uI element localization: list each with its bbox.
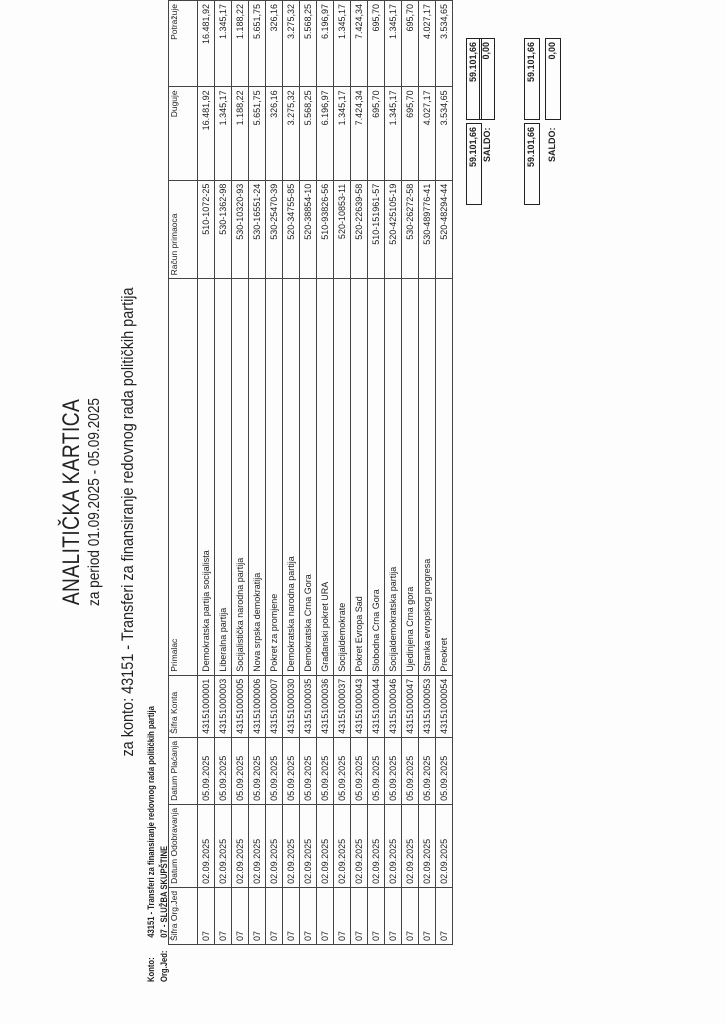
cell-potrazuje: 3.534,65	[436, 1, 453, 87]
cell-duguje: 695,70	[368, 87, 385, 180]
cell-sifra-konta: 43151000030	[283, 675, 300, 737]
cell-duguje: 3.275,32	[283, 87, 300, 180]
cell-datum-placanja: 05.09.2025	[215, 737, 232, 804]
cell-org-jed: 07	[198, 887, 215, 944]
table-row	[215, 1, 232, 945]
konto-title: za konto: 43151 - Transferi za finansiranje redovnog rada političkih partija	[118, 287, 137, 757]
table-row	[198, 1, 215, 945]
table-row	[351, 1, 368, 945]
cell-primalac: Socijalistička narodna partija	[232, 279, 249, 675]
cell-datum-odobravanja: 02.09.2025	[283, 804, 300, 887]
konto-value: 43151 - Transferi za finansiranje redovnog rada političkih partija	[146, 706, 156, 938]
cell-org-jed: 07	[368, 887, 385, 944]
cell-primalac: Građanski pokret URA	[317, 279, 334, 675]
cell-datum-odobravanja: 02.09.2025	[402, 804, 419, 887]
saldo-label: SALDO:	[482, 127, 492, 162]
cell-primalac: Preokret	[436, 279, 453, 675]
column-header-org-jed: Šifra Org.Jed	[169, 887, 198, 944]
grand-total-duguje: 59.101,66	[524, 123, 540, 205]
cell-racun-primaoca: 520-10853-11	[334, 180, 351, 279]
konto-label: Konto:	[146, 957, 156, 982]
cell-potrazuje: 7.424,34	[351, 1, 368, 87]
cell-sifra-konta: 43151000006	[249, 675, 266, 737]
cell-datum-placanja: 05.09.2025	[436, 737, 453, 804]
cell-primalac: Demokratska Crna Gora	[300, 279, 317, 675]
cell-datum-placanja: 05.09.2025	[317, 737, 334, 804]
cell-racun-primaoca: 530-489776-41	[419, 180, 436, 279]
cell-primalac: Demokratska narodna partija	[283, 279, 300, 675]
table-row	[385, 1, 402, 945]
cell-potrazuje: 16.481,92	[198, 1, 215, 87]
document-title: ANALITIČKA KARTICA	[58, 398, 85, 606]
cell-duguje: 1.345,17	[334, 87, 351, 180]
cell-duguje: 7.424,34	[351, 87, 368, 180]
cell-racun-primaoca: 530-26272-58	[402, 180, 419, 279]
cell-org-jed: 07	[385, 887, 402, 944]
table-row	[419, 1, 436, 945]
cell-racun-primaoca: 520-48294-44	[436, 180, 453, 279]
cell-org-jed: 07	[436, 887, 453, 944]
cell-duguje: 16.481,92	[198, 87, 215, 180]
cell-potrazuje: 695,70	[402, 1, 419, 87]
table-header	[169, 1, 198, 945]
cell-org-jed: 07	[317, 887, 334, 944]
cell-duguje: 326,16	[266, 87, 283, 180]
cell-sifra-konta: 43151000053	[419, 675, 436, 737]
cell-potrazuje: 695,70	[368, 1, 385, 87]
cell-sifra-konta: 43151000047	[402, 675, 419, 737]
cell-potrazuje: 326,16	[266, 1, 283, 87]
cell-datum-placanja: 05.09.2025	[300, 737, 317, 804]
cell-sifra-konta: 43151000003	[215, 675, 232, 737]
cell-datum-odobravanja: 02.09.2025	[385, 804, 402, 887]
cell-primalac: Socijaldemokratska partija	[385, 279, 402, 675]
cell-racun-primaoca: 530-25470-39	[266, 180, 283, 279]
cell-datum-placanja: 05.09.2025	[232, 737, 249, 804]
cell-primalac: Stranka evropskog progresa	[419, 279, 436, 675]
grand-total-potrazuje: 59.101,66	[524, 38, 540, 120]
cell-duguje: 1.188,22	[232, 87, 249, 180]
cell-primalac: Liberalna partija	[215, 279, 232, 675]
cell-sifra-konta: 43151000007	[266, 675, 283, 737]
column-header-sifra-konta: Šifra Konta	[169, 675, 198, 737]
cell-datum-placanja: 05.09.2025	[283, 737, 300, 804]
cell-datum-odobravanja: 02.09.2025	[249, 804, 266, 887]
cell-datum-odobravanja: 02.09.2025	[300, 804, 317, 887]
cell-duguje: 1.345,17	[215, 87, 232, 180]
cell-primalac: Ujedinjena Crna gora	[402, 279, 419, 675]
cell-sifra-konta: 43151000001	[198, 675, 215, 737]
cell-datum-placanja: 05.09.2025	[368, 737, 385, 804]
grand-saldo-label: SALDO:	[547, 127, 557, 162]
table-row	[232, 1, 249, 945]
cell-racun-primaoca: 530-10320-93	[232, 180, 249, 279]
cell-datum-placanja: 05.09.2025	[351, 737, 368, 804]
cell-sifra-konta: 43151000054	[436, 675, 453, 737]
cell-datum-odobravanja: 02.09.2025	[215, 804, 232, 887]
cell-datum-odobravanja: 02.09.2025	[419, 804, 436, 887]
cell-org-jed: 07	[419, 887, 436, 944]
cell-datum-odobravanja: 02.09.2025	[334, 804, 351, 887]
cell-datum-placanja: 05.09.2025	[266, 737, 283, 804]
cell-datum-odobravanja: 02.09.2025	[317, 804, 334, 887]
table-row	[317, 1, 334, 945]
cell-primalac: Nova srpska demokratija	[249, 279, 266, 675]
column-header-racun-primaoca: Račun primaoca	[169, 180, 198, 279]
cell-primalac: Pokret Evropa Sad	[351, 279, 368, 675]
cell-racun-primaoca: 520-22639-58	[351, 180, 368, 279]
cell-potrazuje: 1.345,17	[385, 1, 402, 87]
table-row	[283, 1, 300, 945]
cell-datum-placanja: 05.09.2025	[198, 737, 215, 804]
column-header-primalac: Primalac	[169, 279, 198, 675]
cell-potrazuje: 4.027,17	[419, 1, 436, 87]
orgjed-label: Org.Jed:	[159, 950, 169, 982]
cell-potrazuje: 5.568,25	[300, 1, 317, 87]
table-row	[402, 1, 419, 945]
cell-primalac: Demokratska partija socijalista	[198, 279, 215, 675]
table-row	[334, 1, 351, 945]
cell-potrazuje: 1.345,17	[334, 1, 351, 87]
saldo-value: 0,00	[479, 38, 495, 120]
table-row	[368, 1, 385, 945]
cell-potrazuje: 1.188,22	[232, 1, 249, 87]
period: za period 01.09.2025 - 05.09.2025	[86, 398, 103, 606]
cell-potrazuje: 6.196,97	[317, 1, 334, 87]
cell-duguje: 4.027,17	[419, 87, 436, 180]
cell-datum-placanja: 05.09.2025	[419, 737, 436, 804]
cell-racun-primaoca: 510-1072-25	[198, 180, 215, 279]
cell-datum-odobravanja: 02.09.2025	[198, 804, 215, 887]
cell-org-jed: 07	[402, 887, 419, 944]
cell-datum-odobravanja: 02.09.2025	[368, 804, 385, 887]
cell-org-jed: 07	[215, 887, 232, 944]
cell-org-jed: 07	[249, 887, 266, 944]
cell-sifra-konta: 43151000044	[368, 675, 385, 737]
cell-duguje: 5.651,75	[249, 87, 266, 180]
cell-racun-primaoca: 510-151961-57	[368, 180, 385, 279]
cell-org-jed: 07	[283, 887, 300, 944]
cell-org-jed: 07	[232, 887, 249, 944]
cell-datum-placanja: 05.09.2025	[385, 737, 402, 804]
cell-primalac: Slobodna Crna Gora	[368, 279, 385, 675]
column-header-duguje: Duguje	[169, 87, 198, 180]
cell-datum-odobravanja: 02.09.2025	[232, 804, 249, 887]
cell-racun-primaoca: 520-425105-19	[385, 180, 402, 279]
table-row	[300, 1, 317, 945]
column-header-potrazuje: Potražuje	[169, 1, 198, 87]
ledger-table	[168, 0, 453, 945]
cell-datum-odobravanja: 02.09.2025	[266, 804, 283, 887]
table-row	[436, 1, 453, 945]
total-duguje: 59.101,66	[466, 123, 482, 205]
cell-duguje: 1.345,17	[385, 87, 402, 180]
cell-duguje: 695,70	[402, 87, 419, 180]
cell-sifra-konta: 43151000036	[317, 675, 334, 737]
cell-sifra-konta: 43151000005	[232, 675, 249, 737]
cell-potrazuje: 3.275,32	[283, 1, 300, 87]
cell-datum-odobravanja: 02.09.2025	[351, 804, 368, 887]
grand-saldo-value: 0,00	[545, 38, 561, 120]
column-header-datum-placanja: Datum Plaćanja	[169, 737, 198, 804]
column-header-datum-odobravanja: Datum Odobravanja	[169, 804, 198, 887]
cell-duguje: 5.568,25	[300, 87, 317, 180]
cell-datum-odobravanja: 02.09.2025	[436, 804, 453, 887]
cell-racun-primaoca: 520-38854-10	[300, 180, 317, 279]
cell-org-jed: 07	[351, 887, 368, 944]
cell-org-jed: 07	[266, 887, 283, 944]
cell-org-jed: 07	[334, 887, 351, 944]
cell-duguje: 3.534,65	[436, 87, 453, 180]
cell-potrazuje: 1.345,17	[215, 1, 232, 87]
cell-org-jed: 07	[300, 887, 317, 944]
cell-primalac: Socijaldemokrate	[334, 279, 351, 675]
cell-datum-placanja: 05.09.2025	[334, 737, 351, 804]
cell-sifra-konta: 43151000046	[385, 675, 402, 737]
cell-datum-placanja: 05.09.2025	[402, 737, 419, 804]
cell-primalac: Pokret za promjene	[266, 279, 283, 675]
table-row	[266, 1, 283, 945]
cell-racun-primaoca: 520-34755-85	[283, 180, 300, 279]
table-row	[249, 1, 266, 945]
cell-datum-placanja: 05.09.2025	[249, 737, 266, 804]
cell-sifra-konta: 43151000043	[351, 675, 368, 737]
orgjed-value: 07 - SLUŽBA SKUPŠTINE	[159, 845, 169, 938]
konto-line	[146, 706, 156, 982]
cell-potrazuje: 5.651,75	[249, 1, 266, 87]
cell-racun-primaoca: 530-16551-24	[249, 180, 266, 279]
cell-sifra-konta: 43151000037	[334, 675, 351, 737]
cell-sifra-konta: 43151000035	[300, 675, 317, 737]
cell-duguje: 6.196,97	[317, 87, 334, 180]
cell-racun-primaoca: 530-1362-98	[215, 180, 232, 279]
cell-racun-primaoca: 510-93826-56	[317, 180, 334, 279]
total-potrazuje: 59.101,66	[466, 38, 482, 120]
